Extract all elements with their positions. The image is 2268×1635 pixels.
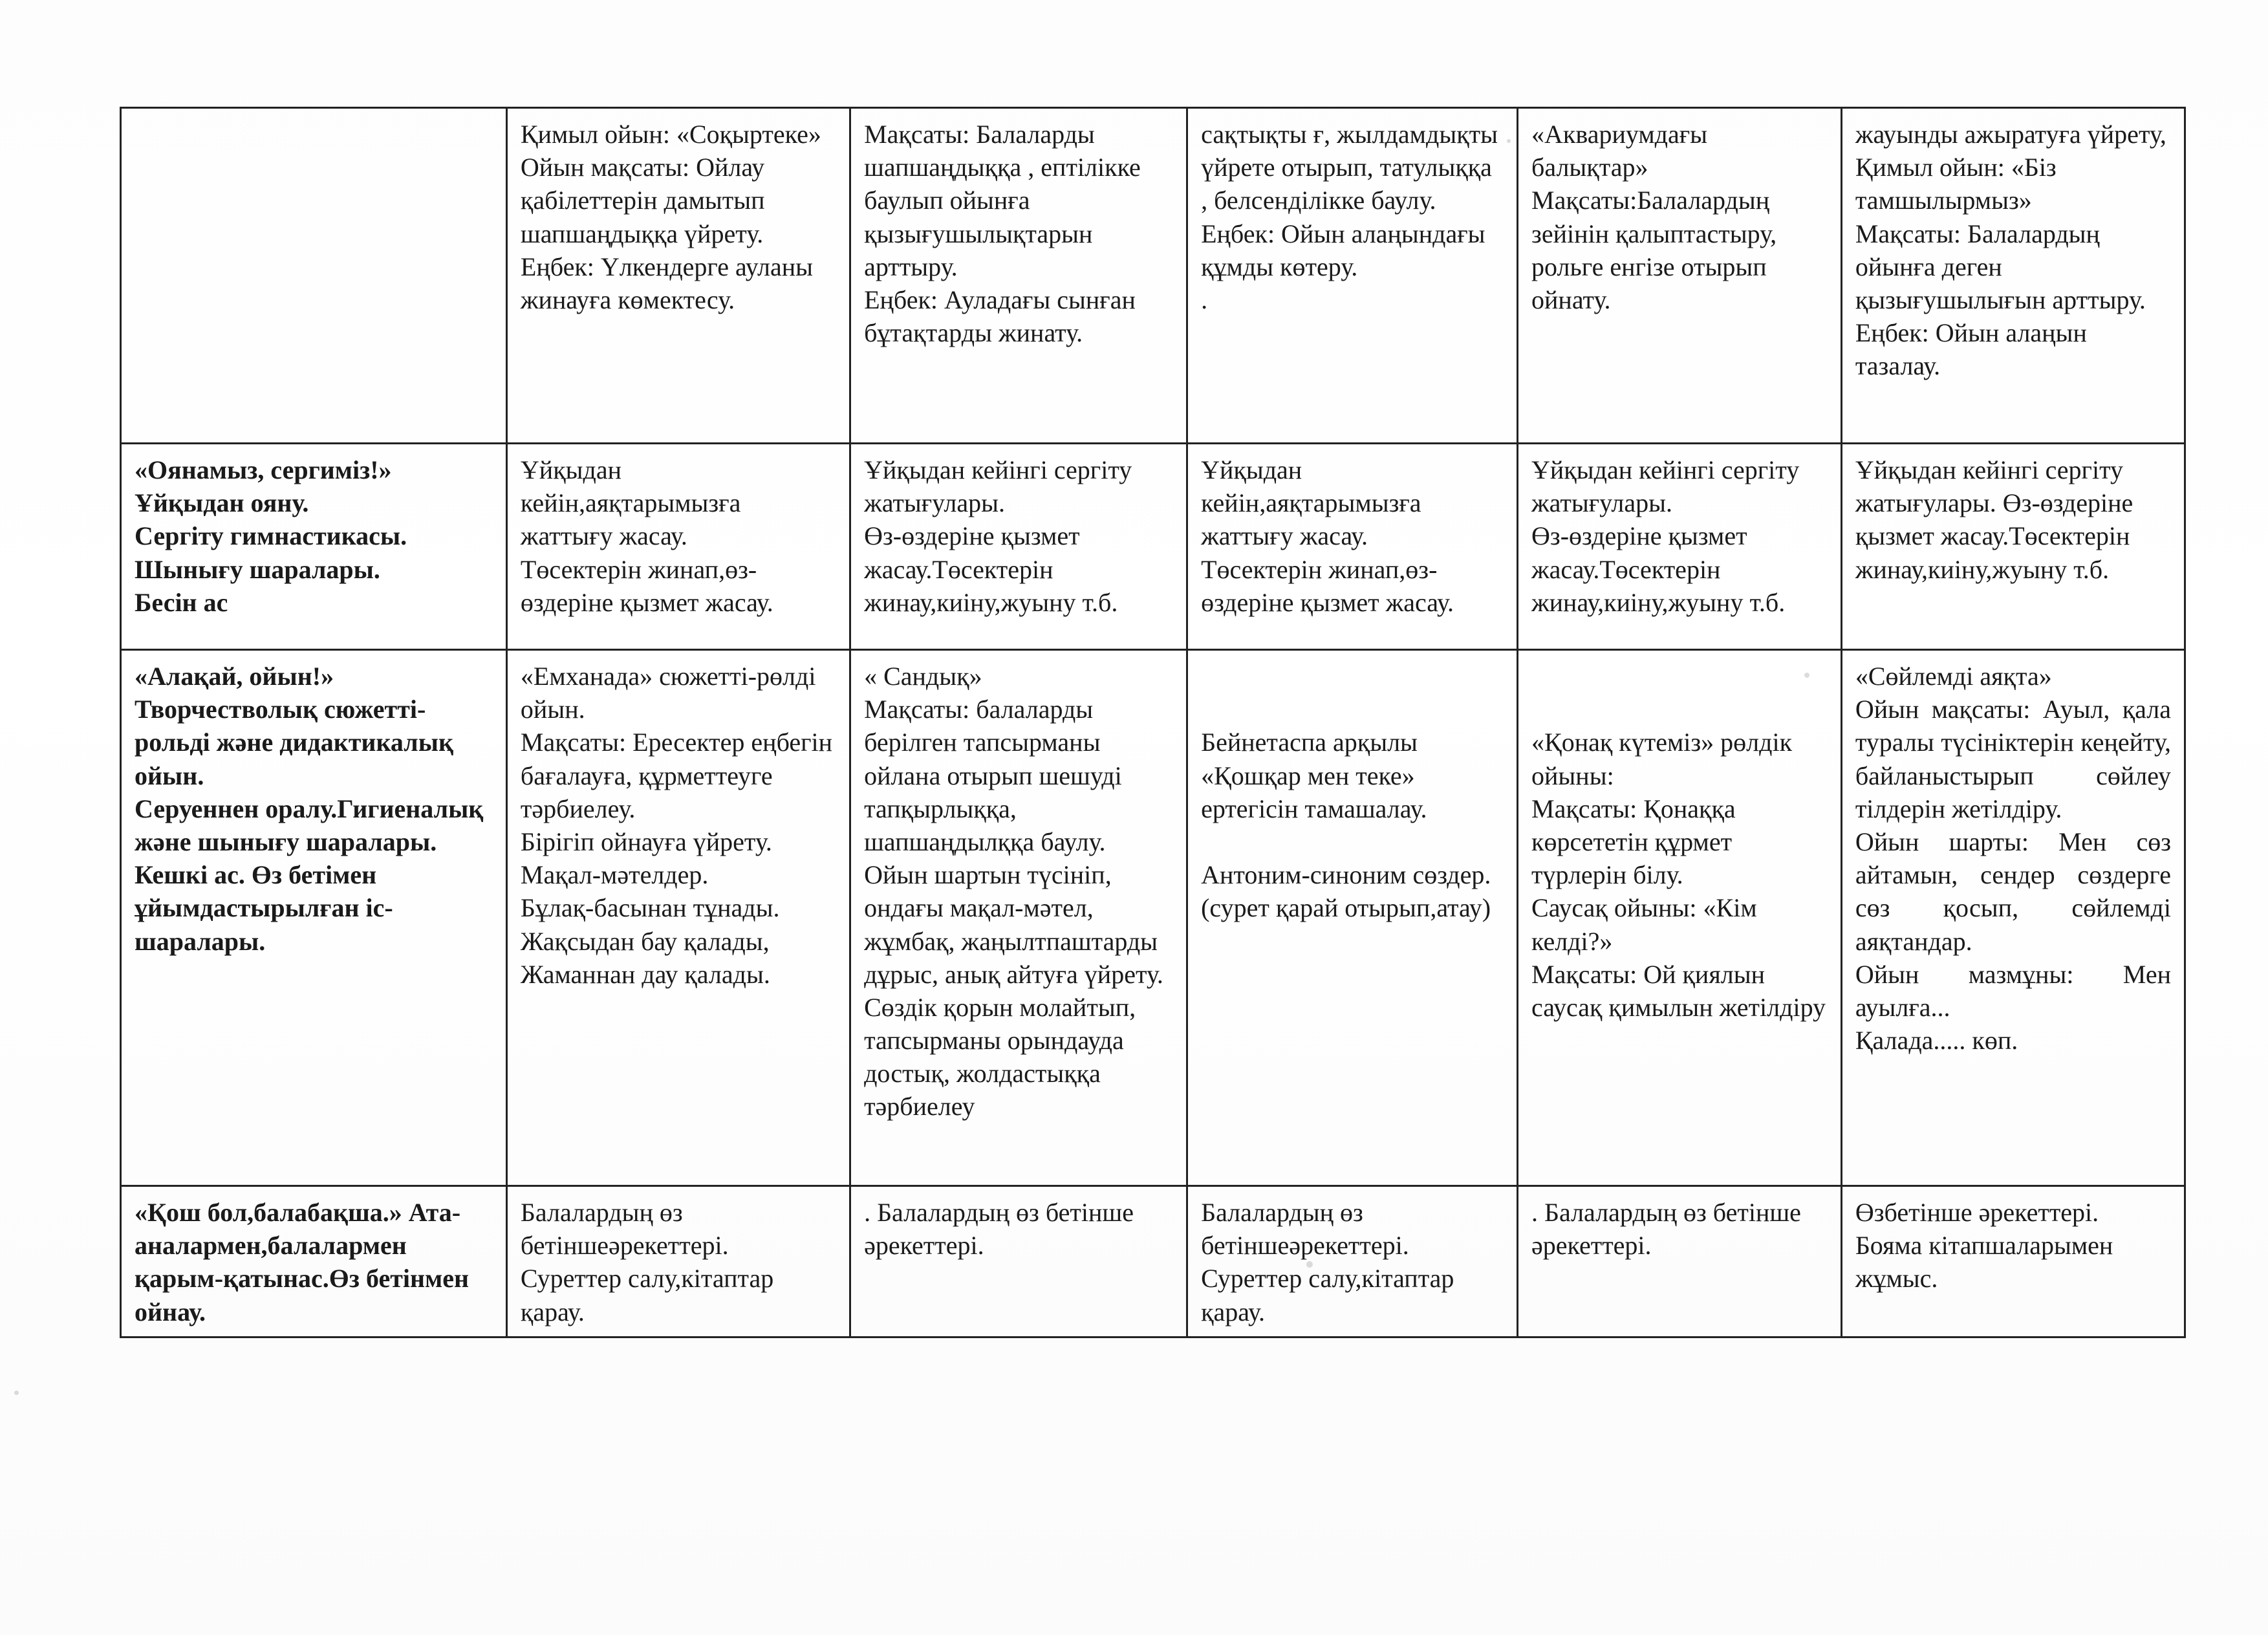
table-cell: . Балалардың өз бетінше әрекеттері. — [1518, 1186, 1842, 1337]
table-cell: сақтықты ғ, жылдамдықты үйрете отырып, татулыққа , белсенділікке баулу. Еңбек: Ойын алаңындағы құмды көтеру. . — [1187, 108, 1518, 444]
table-cell: Балалардың өз бетіншеәрекеттері. Суреттер салу,кітаптар қарау. — [506, 1186, 850, 1337]
table-cell: «Емханада» сюжетті-рөлді ойын. Мақсаты: Ересектер еңбегін бағалауға, құрметтеуге тәрбиелеу. Бірігіп ойнауға үйрету. Мақал-мәтелдер. Бұлақ-басынан тұнады. Жақсыдан бау қалады, Жаманнан дау қалады. — [506, 650, 850, 1186]
table-cell: Ұйқыдан кейін,аяқтарымызға жаттығу жасау. Төсектерін жинап,өз-өздеріне қызмет жасау. — [506, 444, 850, 650]
table-row — [121, 650, 2185, 1186]
table-cell: Қимыл ойын: «Соқыртеке» Ойын мақсаты: Ойлау қабілеттерін дамытып шапшаңдыққа үйрету. Еңбек: Үлкендерге ауланы жинауға көмектесу. — [506, 108, 850, 444]
table-cell: Ұйқыдан кейінгі сергіту жатығулары. Өз-өздеріне қызмет жасау.Төсектерін жинау,киіну,жуыну т.б. — [1518, 444, 1842, 650]
table-cell: Ұйқыдан кейінгі сергіту жатығулары. Өз-өздеріне қызмет жасау.Төсектерін жинау,киіну,жуыну т.б. — [1841, 444, 2185, 650]
table-row — [121, 1186, 2185, 1337]
table-cell: «Қонақ күтеміз» рөлдік ойыны: Мақсаты: Қонаққа көрсететін құрмет түрлерін білу. Саусақ ойыны: «Кім келді?» Мақсаты: Ой қиялын саусақ қимылын жетілдіру — [1518, 650, 1842, 1186]
row-heading: «Қош бол,балабақша.» Ата-аналармен,балалармен қарым-қатынас.Өз бетінмен ойнау. — [121, 1186, 507, 1337]
scan-speck — [1804, 673, 1809, 678]
row-heading — [121, 108, 507, 444]
table-cell: Балалардың өз бетіншеәрекеттері. Суреттер салу,кітаптар қарау. — [1187, 1186, 1518, 1337]
daily-plan-table — [120, 107, 2186, 1338]
table-cell: . Балалардың өз бетінше әрекеттері. — [850, 1186, 1187, 1337]
table-cell: Ұйқыдан кейінгі сергіту жатығулары. Өз-өздеріне қызмет жасау.Төсектерін жинау,киіну,жуыну т.б. — [850, 444, 1187, 650]
table-row — [121, 108, 2185, 444]
table-cell: «Сөйлемді аяқта» Ойын мақсаты: Ауыл, қала туралы түсініктерін кеңейту, байланыстырып сөйлеу тілдерін жетілдіру. Ойын шарты: Мен сөз айтамын, сендер сөздерге сөз қосып, сөйлемді аяқтандар. Ойын мазмұны: Мен ауылға... Қалада..... көп. — [1841, 650, 2185, 1186]
table-cell: жауынды ажыратуға үйрету, Қимыл ойын: «Біз тамшылырмыз» Мақсаты: Балалардың ойынға деген қызығушылығын арттыру. Еңбек: Ойын алаңын тазалау. — [1841, 108, 2185, 444]
table-cell: Өзбетінше әрекеттері. Бояма кітапшаларымен жұмыс. — [1841, 1186, 2185, 1337]
table-cell: Ұйқыдан кейін,аяқтарымызға жаттығу жасау. Төсектерін жинап,өз-өздеріне қызмет жасау. — [1187, 444, 1518, 650]
scan-speck — [1306, 1261, 1313, 1268]
table-cell: « Сандық» Мақсаты: балаларды берілген тапсырманы ойлана отырып шешуді тапқырлыққа, шапшаңдылққа баулу. Ойын шартын түсініп, ондағы мақал-мәтел, жұмбақ, жаңылтпаштарды дұрыс, анық айтуға үйрету. Сөздік қорын молайтып, тапсырманы орындауда достық, жолдастыққа тәрбиелеу — [850, 650, 1187, 1186]
scan-speck — [14, 1391, 19, 1395]
table-row — [121, 444, 2185, 650]
row-heading: «Алақай, ойын!» Творчестволық сюжетті-рольді және дидактикалық ойын. Серуеннен оралу.Гигиеналық және шынығу шаралары. Кешкі ас. Өз бетімен ұйымдастырылған іс-шаралары. — [121, 650, 507, 1186]
table-cell: «Аквариумдағы балықтар» Мақсаты:Балалардың зейінін қалыптастыру, рольге енгізе отырып ойнату. — [1518, 108, 1842, 444]
row-heading: «Оянамыз, сергиміз!» Ұйқыдан ояну. Сергіту гимнастикасы. Шынығу шаралары. Бесін ас — [121, 444, 507, 650]
table-cell: Мақсаты: Балаларды шапшаңдыққа , ептілікке баулып ойынға қызығушылықтарын арттыру. Еңбек: Ауладағы сынған бұтақтарды жинату. — [850, 108, 1187, 444]
scan-speck — [1507, 139, 1511, 143]
table-cell: Бейнетаспа арқылы «Қошқар мен теке» ертегісін тамашалау. Антоним-синоним сөздер. (сурет қарай отырып,атау) — [1187, 650, 1518, 1186]
